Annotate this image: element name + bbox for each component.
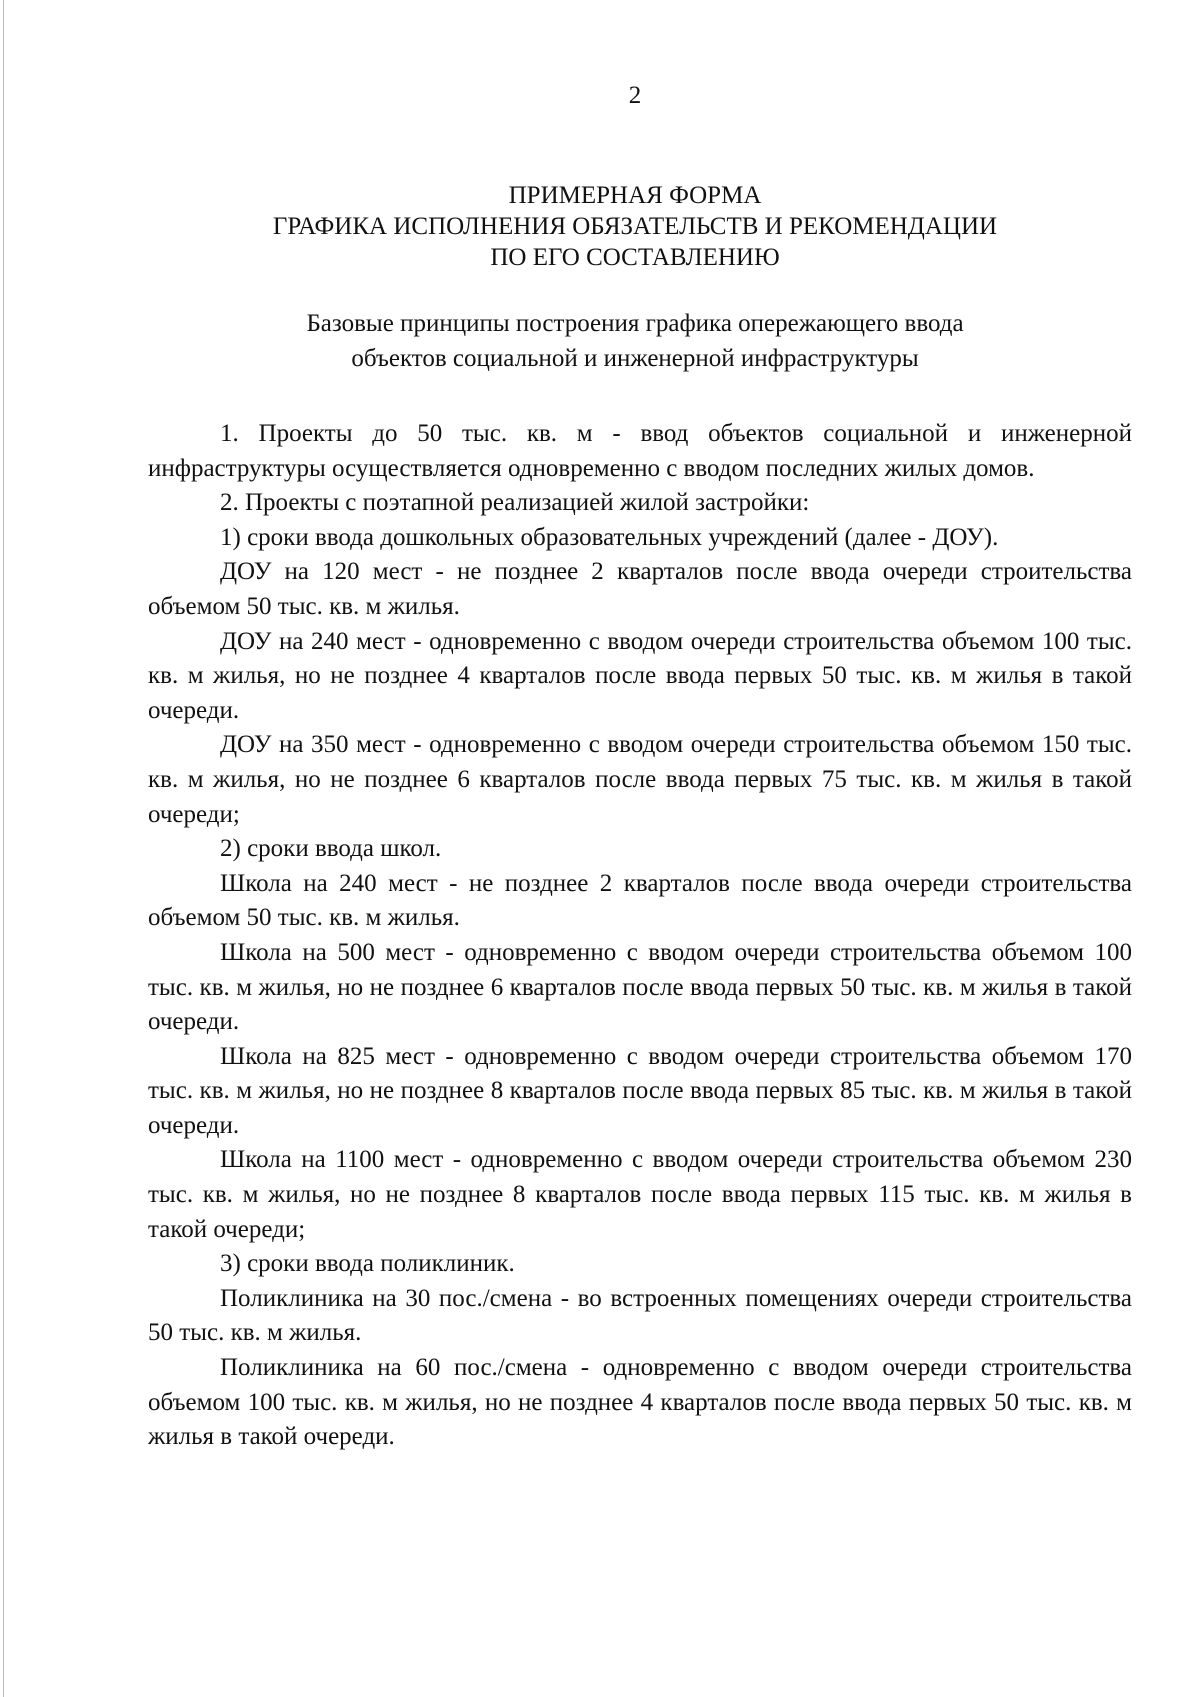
paragraph: Школа на 500 мест - одновременно с вводом очереди строительства объемом 100 тыс. кв. м жилья, но не позднее 6 кварталов после ввода первых 50 тыс. кв. м жилья в такой очереди. bbox=[148, 938, 1132, 1036]
document-body bbox=[148, 417, 1132, 1455]
document-subtitle bbox=[200, 306, 1070, 376]
paragraph: 1) сроки ввода дошкольных образовательных учреждений (далее - ДОУ). bbox=[220, 523, 999, 551]
paragraph: 2) сроки ввода школ. bbox=[220, 835, 442, 863]
page-number: 2 bbox=[628, 82, 642, 109]
document-title bbox=[200, 180, 1070, 273]
scan-edge-line bbox=[3, 0, 4, 1697]
title-line: ПО ЕГО СОСТАВЛЕНИЮ bbox=[490, 244, 780, 271]
paragraph: 1. Проекты до 50 тыс. кв. м - ввод объектов социальной и инженерной инфраструктуры осуществляется одновременно с вводом последних жилых домов. bbox=[148, 420, 1132, 482]
paragraph: Поликлиника на 30 пос./смена - во встроенных помещениях очереди строительства 50 тыс. кв. м жилья. bbox=[148, 1284, 1132, 1347]
paragraph: Поликлиника на 60 пос./смена - одновременно с вводом очереди строительства объемом 100 тыс. кв. м жилья, но не позднее 4 кварталов после ввода первых 50 тыс. кв. м жилья в такой очереди. bbox=[148, 1354, 1132, 1451]
paragraph: Школа на 240 мест - не позднее 2 кварталов после ввода очереди строительства объемом 50 тыс. кв. м жилья. bbox=[148, 869, 1132, 932]
title-line: ГРАФИКА ИСПОЛНЕНИЯ ОБЯЗАТЕЛЬСТВ И РЕКОМЕНДАЦИИ bbox=[272, 213, 998, 240]
paragraph: 2. Проекты с поэтапной реализацией жилой застройки: bbox=[220, 489, 810, 517]
subtitle-line: объектов социальной и инженерной инфраструктуры bbox=[351, 345, 919, 372]
paragraph: 3) сроки ввода поликлиник. bbox=[220, 1250, 515, 1278]
paragraph: ДОУ на 120 мест - не позднее 2 кварталов после ввода очереди строительства объемом 50 тыс. кв. м жилья. bbox=[148, 558, 1132, 620]
paragraph: Школа на 825 мест - одновременно с вводом очереди строительства объемом 170 тыс. кв. м жилья, но не позднее 8 кварталов после ввода первых 85 тыс. кв. м жилья в такой очереди. bbox=[148, 1042, 1132, 1139]
paragraph: Школа на 1100 мест - одновременно с вводом очереди строительства объемом 230 тыс. кв. м жилья, но не позднее 8 кварталов после ввода первых 115 тыс. кв. м жилья в такой очереди; bbox=[148, 1146, 1132, 1243]
title-line: ПРИМЕРНАЯ ФОРМА bbox=[508, 182, 762, 209]
paragraph: ДОУ на 240 мест - одновременно с вводом очереди строительства объемом 100 тыс. кв. м жилья, но не позднее 4 кварталов после ввода первых 50 тыс. кв. м жилья в такой очереди. bbox=[148, 627, 1132, 724]
subtitle-line: Базовые принципы построения графика опережающего ввода bbox=[306, 310, 964, 337]
paragraph: ДОУ на 350 мест - одновременно с вводом очереди строительства объемом 150 тыс. кв. м жилья, но не позднее 6 кварталов после ввода первых 75 тыс. кв. м жилья в такой очереди; bbox=[148, 731, 1132, 828]
